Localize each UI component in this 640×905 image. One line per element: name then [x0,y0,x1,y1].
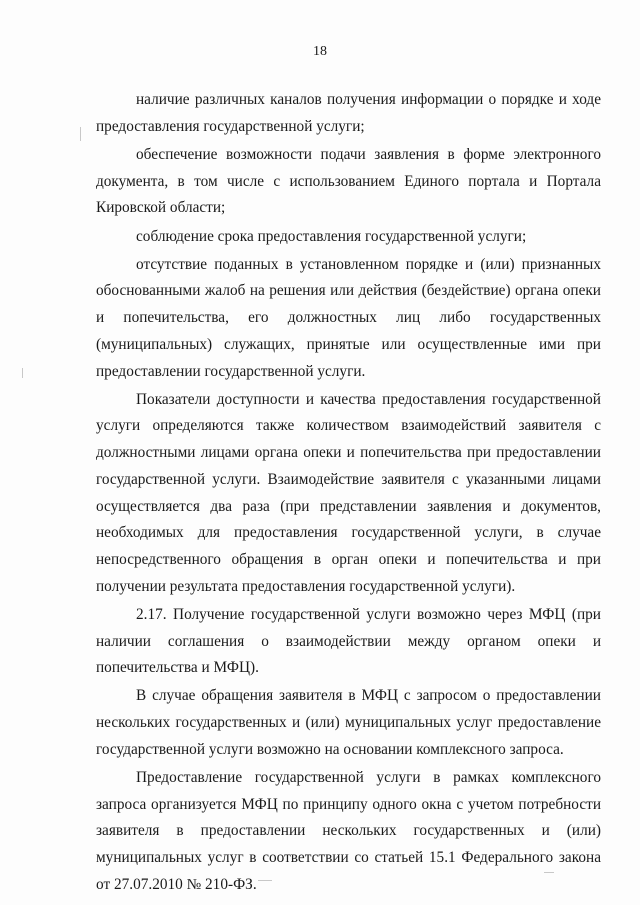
paragraph-info-channels: наличие различных каналов получения информации о порядке и ходе предоставления государственной услуги; [96,91,601,135]
paragraph-electronic-application: обеспечение возможности подачи заявления в форме электронного документа, в том числе с использованием Единого портала и Портала Кировской области; [96,145,601,217]
paragraph-accessibility-indicators: Показатели доступности и качества предоставления государственной услуги определяются также количеством взаимодействий заявителя с должностными лицами органа опеки и попечительства при предоставлении государственной услуги. Взаимодействие заявителя с указанными лицами осуществляется два раза (при представлении заявления и документов, необходимых для предоставления государственной услуги, в случае непосредственного обращения в орган опеки и попечительства и при получении результата предоставления государственной услуги). [96,390,601,595]
paragraph-deadline-compliance: соблюдение срока предоставления государственной услуги; [136,227,527,245]
paragraph-section-2-17: 2.17. Получение государственной услуги возможно через МФЦ (при наличии соглашения о взаимодействии между органом опеки и попечительства и МФЦ). [96,605,601,677]
document-body [96,87,601,900]
paragraph-complex-request: В случае обращения заявителя в МФЦ с запросом о предоставлении нескольких государственных и (или) муниципальных услуг предоставление государственной услуги возможно на основании комплексного запроса. [96,687,601,758]
page-number: 18 [313,44,327,59]
scan-artifact [22,368,23,378]
paragraph-one-window: Предоставление государственной услуги в рамках комплексного запроса организуется МФЦ по принципу одного окна с учетом потребности заявителя в предоставлении нескольких государственных и (или) муниципальных услуг в соответствии со статьей 15.1 Федерального закона от 27.07.2010 № 210-ФЗ. [96,769,601,893]
paragraph-no-complaints: отсутствие поданных в установленном порядке и (или) признанных обоснованными жалоб на решения или действия (бездействие) органа опеки и попечительства, его должностных лиц либо государственных (муниципальных) служащих, принятые или осуществленные ими при предоставлении государственной услуги. [96,255,601,380]
scan-artifact [80,127,81,141]
